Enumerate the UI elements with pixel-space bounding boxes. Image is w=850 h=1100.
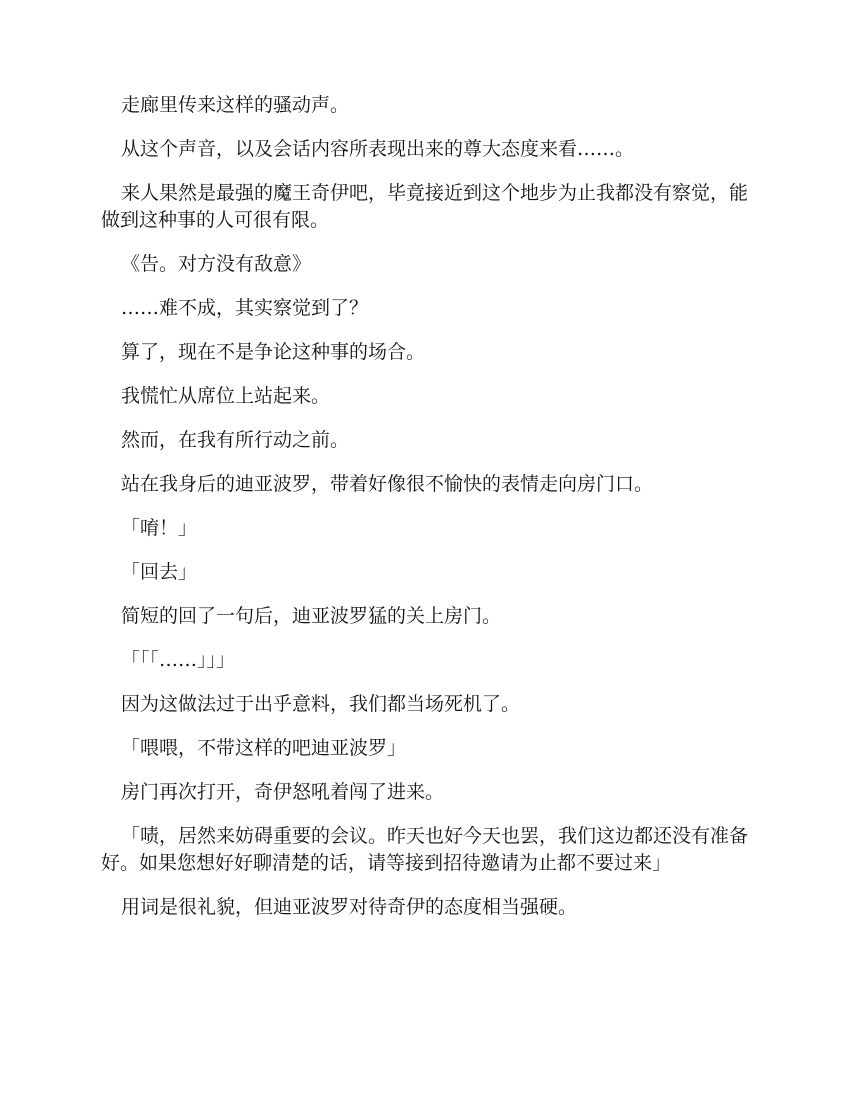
paragraph: 「回去」	[121, 561, 198, 583]
paragraph: 简短的回了一句后，迪亚波罗猛的关上房门。	[121, 605, 502, 627]
paragraph: 因为这做法过于出乎意料，我们都当场死机了。	[121, 693, 521, 715]
paragraph: 房门再次打开，奇伊怒吼着闯了进来。	[121, 781, 445, 803]
paragraph: 我慌忙从席位上站起来。	[121, 385, 331, 407]
paragraph: 然而，在我有所行动之前。	[121, 429, 350, 451]
paragraph: 用词是很礼貌，但迪亚波罗对待奇伊的态度相当强硬。	[121, 896, 578, 918]
paragraph: 算了，现在不是争论这种事的场合。	[121, 341, 426, 363]
paragraph: 《告。对方没有敌意》	[121, 253, 312, 275]
paragraph: 「「「……」」」	[121, 649, 236, 671]
paragraph: 「喂喂，不带这样的吧迪亚波罗」	[121, 737, 407, 759]
paragraph: 走廊里传来这样的骚动声。	[121, 94, 350, 116]
text-column	[101, 92, 749, 938]
paragraph: 「唷！」	[121, 517, 198, 539]
paragraph: 从这个声音，以及会话内容所表现出来的尊大态度来看……。	[121, 138, 635, 160]
paragraph: 来人果然是最强的魔王奇伊吧，毕竟接近到这个地步为止我都没有察觉，能做到这种事的人可很有限。	[101, 182, 749, 231]
paragraph: 「啧，居然来妨碍重要的会议。昨天也好今天也罢，我们这边都还没有准备好。如果您想好好聊清楚的话，请等接到招待邀请为止都不要过来」	[101, 825, 749, 874]
paragraph: ……难不成，其实察觉到了？	[121, 297, 369, 319]
paragraph: 站在我身后的迪亚波罗，带着好像很不愉快的表情走向房门口。	[121, 473, 654, 495]
